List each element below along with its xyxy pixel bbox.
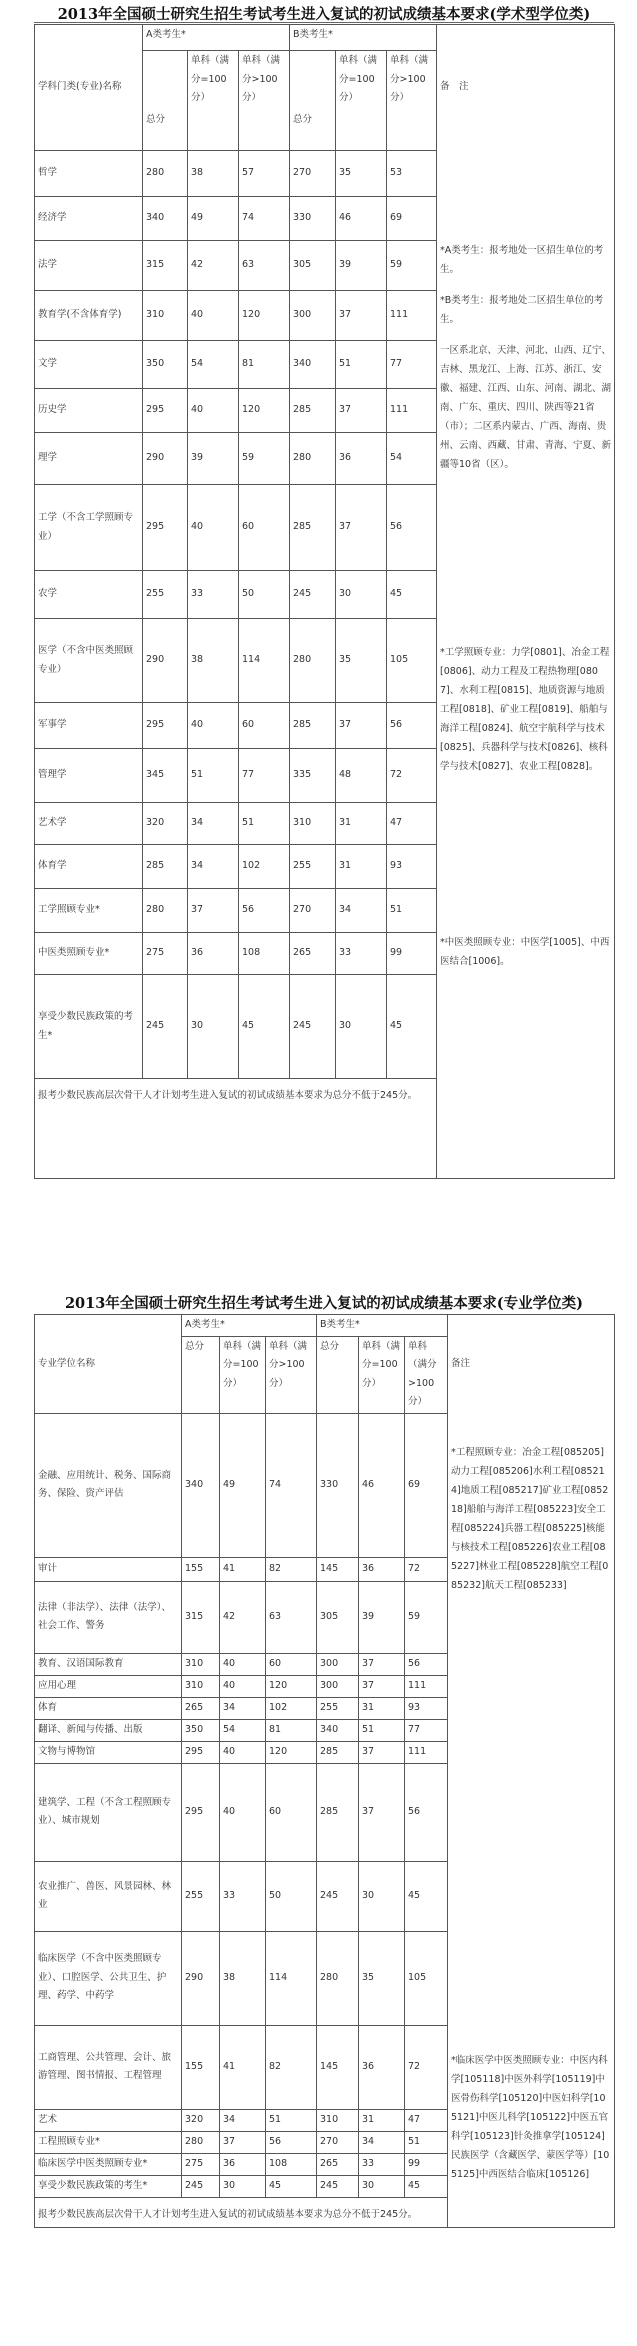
table2-row-a-val-0: 290: [182, 1931, 220, 2025]
table1-header-field: 学科门类(专业)名称: [35, 25, 143, 151]
table2-row-b-val-0: 340: [317, 1719, 359, 1741]
table2-row-b-val-0: 265: [317, 2153, 359, 2175]
table2-row-a-val-2: 60: [266, 1653, 317, 1675]
table1-row-a-val-0: 275: [143, 933, 188, 975]
table1-row-b-val-1: 34: [336, 889, 387, 933]
table1-row-b-val-2: 45: [387, 571, 437, 619]
table1-row-name: 体育学: [35, 845, 143, 889]
table1-row-a-val-2: 60: [239, 703, 290, 749]
table1-row-a-val-0: 280: [143, 889, 188, 933]
table2-row-a-val-2: 120: [266, 1675, 317, 1697]
table2-row-b-val-0: 245: [317, 1861, 359, 1931]
table2-row-b-val-1: 34: [359, 2131, 405, 2153]
table2-row-name: 文物与博物馆: [35, 1741, 182, 1763]
table1-row-a-val-0: 285: [143, 845, 188, 889]
table1-row: [35, 291, 615, 341]
table2-row: [35, 1413, 615, 1557]
table2-row-b-val-0: 145: [317, 1557, 359, 1581]
table2-footer-note: [448, 2197, 615, 2227]
table1-row-a-val-0: 290: [143, 433, 188, 485]
table1-row: [35, 151, 615, 197]
table1-row-name: 法学: [35, 241, 143, 291]
table1-row-b-val-2: 69: [387, 197, 437, 241]
table1-row-b-val-2: 51: [387, 889, 437, 933]
table2-row-a-val-2: 81: [266, 1719, 317, 1741]
table2-row-b-val-0: 285: [317, 1741, 359, 1763]
table2-header-b-total: 总分: [317, 1336, 359, 1413]
table1-row-b-val-2: 72: [387, 749, 437, 803]
table1-row-a-val-2: 60: [239, 485, 290, 571]
table2-row-b-val-1: 30: [359, 1861, 405, 1931]
table2-row-b-val-2: 93: [405, 1697, 448, 1719]
table2-row-a-val-0: 320: [182, 2109, 220, 2131]
table1-row-a-val-2: 51: [239, 803, 290, 845]
table2-row-b-val-2: 77: [405, 1719, 448, 1741]
table2-row-a-val-2: 45: [266, 2175, 317, 2197]
table1-row-b-val-2: 59: [387, 241, 437, 291]
table1-row-name: 农学: [35, 571, 143, 619]
table1-row-b-val-0: 335: [290, 749, 336, 803]
table2-row: [35, 1931, 615, 2025]
table2-row-b-val-2: 111: [405, 1675, 448, 1697]
table2-row-b-val-1: 46: [359, 1413, 405, 1557]
table2-row-a-val-2: 82: [266, 2025, 317, 2109]
table1-row-b-val-1: 31: [336, 803, 387, 845]
table2-row-a-val-2: 51: [266, 2109, 317, 2131]
table2-row-name: 建筑学、工程（不含工程照顾专业）、城市规划: [35, 1763, 182, 1861]
table1-row-b-val-1: 33: [336, 933, 387, 975]
table2-header-a-total: 总分: [182, 1336, 220, 1413]
table2-row-name: 临床医学中医类照顾专业*: [35, 2153, 182, 2175]
table-gap: [0, 1228, 637, 1288]
table1-header-remark: 备 注: [437, 25, 615, 151]
table2-row-a-val-1: 30: [220, 2175, 266, 2197]
table1-row-b-val-0: 330: [290, 197, 336, 241]
table1-row-a-val-2: 102: [239, 845, 290, 889]
table2-row-a-val-1: 41: [220, 1557, 266, 1581]
table2-row-b-val-0: 145: [317, 2025, 359, 2109]
table2-row-a-val-1: 33: [220, 1861, 266, 1931]
table1-note: *中医类照顾专业：中医学[1005]、中西医结合[1006]。: [437, 933, 615, 1079]
table1-note: 一区系北京、天津、河北、山西、辽宁、吉林、黑龙江、上海、江苏、浙江、安徽、福建、江西、山东、河南、湖北、湖南、广东、重庆、四川、陕西等21省（市）；二区系内蒙古、广西、海南、贵州、云南、西藏、甘肃、青海、宁夏、新疆等10省（区）。: [437, 341, 615, 619]
table2-row-a-val-1: 41: [220, 2025, 266, 2109]
table1-row-a-val-0: 315: [143, 241, 188, 291]
table1-row-b-val-2: 47: [387, 803, 437, 845]
table1-row-a-val-1: 54: [188, 341, 239, 389]
table1-row-b-val-2: 93: [387, 845, 437, 889]
table1-row-a-val-2: 45: [239, 975, 290, 1079]
table1-row-a-val-0: 295: [143, 703, 188, 749]
table2-row-b-val-0: 285: [317, 1763, 359, 1861]
table2-row-a-val-2: 102: [266, 1697, 317, 1719]
table1-row-a-val-2: 74: [239, 197, 290, 241]
table1-header-b-single100b: 单科（满分>100分）: [387, 51, 437, 151]
table2-row-a-val-0: 315: [182, 1581, 220, 1653]
table1-row-b-val-1: 35: [336, 151, 387, 197]
table1-footer-note: [437, 1079, 615, 1179]
table1-row-b-val-0: 245: [290, 571, 336, 619]
table1-header-group-a: A类考生*: [143, 25, 290, 51]
table1-row-a-val-2: 57: [239, 151, 290, 197]
table2-row-b-val-2: 51: [405, 2131, 448, 2153]
table2-row-a-val-2: 82: [266, 1557, 317, 1581]
table2-row-b-val-1: 31: [359, 1697, 405, 1719]
table2-row-a-val-1: 40: [220, 1675, 266, 1697]
table2-row-b-val-0: 255: [317, 1697, 359, 1719]
table2-header-group-a: A类考生*: [182, 1315, 317, 1337]
table2-row-b-val-2: 56: [405, 1763, 448, 1861]
table2-row-a-val-1: 36: [220, 2153, 266, 2175]
table1-row-b-val-1: 39: [336, 241, 387, 291]
table2-header-remark: 备注: [448, 1315, 615, 1414]
table2-row-name: 农业推广、兽医、风景园林、林业: [35, 1861, 182, 1931]
table1-row-b-val-2: 105: [387, 619, 437, 703]
table1-row-b-val-0: 340: [290, 341, 336, 389]
table1-row-b-val-2: 54: [387, 433, 437, 485]
table1-row-b-val-2: 77: [387, 341, 437, 389]
table2-row-b-val-1: 36: [359, 2025, 405, 2109]
table1-row-a-val-0: 295: [143, 389, 188, 433]
table2-row-b-val-1: 31: [359, 2109, 405, 2131]
table2-row-a-val-2: 56: [266, 2131, 317, 2153]
table2-row-b-val-0: 305: [317, 1581, 359, 1653]
table1-row-a-val-2: 81: [239, 341, 290, 389]
table1: [34, 24, 615, 1179]
table1-row-name: 管理学: [35, 749, 143, 803]
table2-row-name: 翻译、新闻与传播、出版: [35, 1719, 182, 1741]
table1-header-b-total: 总分: [290, 51, 336, 151]
table1-row-a-val-0: 350: [143, 341, 188, 389]
table1-row-a-val-1: 38: [188, 619, 239, 703]
table2-row-b-val-1: 39: [359, 1581, 405, 1653]
table1-row-a-val-1: 42: [188, 241, 239, 291]
table1-row-a-val-1: 36: [188, 933, 239, 975]
table2-row-a-val-2: 114: [266, 1931, 317, 2025]
table2-row-b-val-0: 310: [317, 2109, 359, 2131]
table1-header-row-1: [35, 25, 615, 51]
table1-row-b-val-1: 37: [336, 291, 387, 341]
table1-row-a-val-1: 40: [188, 291, 239, 341]
table2-row-b-val-1: 37: [359, 1675, 405, 1697]
table2-title: 2013年全国硕士研究生招生考试考生进入复试的初试成绩基本要求(专业学位类): [64, 1295, 584, 1312]
table1-row-b-val-1: 36: [336, 433, 387, 485]
table2-row-a-val-0: 155: [182, 1557, 220, 1581]
table2-row-b-val-0: 300: [317, 1675, 359, 1697]
table2-row-a-val-1: 40: [220, 1741, 266, 1763]
table2-row-a-val-1: 34: [220, 2109, 266, 2131]
table2-row-a-val-1: 40: [220, 1653, 266, 1675]
table2-footer: 报考少数民族高层次骨干人才计划考生进入复试的初试成绩基本要求为总分不低于245分。: [35, 2197, 448, 2227]
table1-row-b-val-2: 56: [387, 485, 437, 571]
table2-row-name: 享受少数民族政策的考生*: [35, 2175, 182, 2197]
table1-row-a-val-0: 340: [143, 197, 188, 241]
table1-row-b-val-0: 310: [290, 803, 336, 845]
table1-row-a-val-2: 59: [239, 433, 290, 485]
table1-row-a-val-0: 255: [143, 571, 188, 619]
table2-header-a-single100: 单科（满分=100分）: [220, 1336, 266, 1413]
table2-note: *工程照顾专业：冶金工程[085205]动力工程[085206]水利工程[085214]地质工程[085217]矿业工程[085218]船舶与海洋工程[085223]安全工程[085224]兵器工程[085225]核能与核技术工程[085226]农业工程[085227]林业工程[085228]航空工程[085232]航天工程[085233]: [448, 1413, 615, 1931]
table1-row-name: 享受少数民族政策的考生*: [35, 975, 143, 1079]
table2-header-b-single100b: 单科（满分>100分）: [405, 1336, 448, 1413]
table2-row-b-val-0: 300: [317, 1653, 359, 1675]
table1-row-a-val-1: 40: [188, 389, 239, 433]
table1-row-a-val-1: 34: [188, 803, 239, 845]
table1-row-b-val-0: 270: [290, 151, 336, 197]
table1-row-b-val-0: 305: [290, 241, 336, 291]
table1-row-a-val-1: 51: [188, 749, 239, 803]
table2-row-b-val-0: 270: [317, 2131, 359, 2153]
table2-note: *临床医学中医类照顾专业：中医内科学[105118]中医外科学[105119]中医骨伤科学[105120]中医妇科学[105121]中医儿科学[105122]中医五官科学[105123]针灸推拿学[105124]民族医学（含藏医学、蒙医学等）[105125]中西医结合临床[105126]: [448, 1931, 615, 2197]
table2-row-b-val-2: 72: [405, 2025, 448, 2109]
table1-row-name: 教育学(不含体育学): [35, 291, 143, 341]
table1-row-b-val-0: 265: [290, 933, 336, 975]
table2-row-b-val-2: 47: [405, 2109, 448, 2131]
table1-row-name: 文学: [35, 341, 143, 389]
table1-row-a-val-0: 310: [143, 291, 188, 341]
table2-row-name: 应用心理: [35, 1675, 182, 1697]
table2-row-name: 体育: [35, 1697, 182, 1719]
table2-row-b-val-0: 280: [317, 1931, 359, 2025]
table1-row-name: 经济学: [35, 197, 143, 241]
table1-note: *工学照顾专业：力学[0801]、冶金工程[0806]、动力工程及工程热物理[0807]、水利工程[0815]、地质资源与地质工程[0818]、矿业工程[0819]、船舶与海洋工程[0824]、航空宇航科学与技术[0825]、兵器科学与技术[0826]、核科学与技术[0827]、农业工程[0828]。: [437, 619, 615, 933]
table1-row-name: 理学: [35, 433, 143, 485]
table2-row-a-val-1: 38: [220, 1931, 266, 2025]
table2-row-name: 金融、应用统计、税务、国际商务、保险、资产评估: [35, 1413, 182, 1557]
table1-header-a-single100b: 单科（满分>100分）: [239, 51, 290, 151]
table2-row-b-val-0: 330: [317, 1413, 359, 1557]
table1-header-a-single100: 单科（满分=100分）: [188, 51, 239, 151]
table1-row-a-val-0: 320: [143, 803, 188, 845]
table1-row-name: 工学照顾专业*: [35, 889, 143, 933]
table2-row-b-val-1: 37: [359, 1653, 405, 1675]
table1-row-b-val-1: 37: [336, 485, 387, 571]
table2-row-b-val-2: 69: [405, 1413, 448, 1557]
table1-row-b-val-1: 51: [336, 341, 387, 389]
table1-row-b-val-0: 245: [290, 975, 336, 1079]
table1-note: [437, 151, 615, 241]
table1-row-b-val-2: 53: [387, 151, 437, 197]
table2-row-a-val-2: 50: [266, 1861, 317, 1931]
table2-row-a-val-1: 37: [220, 2131, 266, 2153]
table1-row-b-val-0: 285: [290, 703, 336, 749]
table2-row-name: 工程照顾专业*: [35, 2131, 182, 2153]
table1-row-a-val-1: 40: [188, 485, 239, 571]
table2-row-a-val-1: 54: [220, 1719, 266, 1741]
table2-row-a-val-0: 280: [182, 2131, 220, 2153]
table1-row-a-val-2: 120: [239, 389, 290, 433]
table2-row-b-val-2: 72: [405, 1557, 448, 1581]
table2-row-a-val-0: 340: [182, 1413, 220, 1557]
table2-row-b-val-2: 45: [405, 2175, 448, 2197]
table2-footer-row: [35, 2197, 615, 2227]
table1-row-b-val-2: 45: [387, 975, 437, 1079]
table2-header-group-b: B类考生*: [317, 1315, 448, 1337]
table2-row-a-val-0: 350: [182, 1719, 220, 1741]
table1-row-a-val-0: 345: [143, 749, 188, 803]
table1-row-b-val-0: 285: [290, 389, 336, 433]
table1-row-name: 历史学: [35, 389, 143, 433]
table2-header-a-single100b: 单科（满分>100分）: [266, 1336, 317, 1413]
table2-row-name: 法律（非法学）、法律（法学）、社会工作、警务: [35, 1581, 182, 1653]
table2-row-a-val-0: 255: [182, 1861, 220, 1931]
table1-header-b-single100: 单科（满分=100分）: [336, 51, 387, 151]
table1-row-a-val-1: 37: [188, 889, 239, 933]
table2-header-field: 专业学位名称: [35, 1315, 182, 1414]
table2-row-b-val-1: 36: [359, 1557, 405, 1581]
table1-row-b-val-0: 280: [290, 619, 336, 703]
table1-row-a-val-2: 63: [239, 241, 290, 291]
table1-title-rule: [34, 22, 614, 23]
table1-row-a-val-0: 280: [143, 151, 188, 197]
table1-header-group-b: B类考生*: [290, 25, 437, 51]
table2-row-name: 审计: [35, 1557, 182, 1581]
table2-row-name: 教育、汉语国际教育: [35, 1653, 182, 1675]
table1-row-a-val-1: 33: [188, 571, 239, 619]
table1-row-name: 工学（不含工学照顾专业）: [35, 485, 143, 571]
table1-row-b-val-0: 270: [290, 889, 336, 933]
table1-row: [35, 341, 615, 389]
table1-row-a-val-2: 120: [239, 291, 290, 341]
table2-row-b-val-2: 105: [405, 1931, 448, 2025]
table1-row-b-val-1: 37: [336, 703, 387, 749]
table2-row-a-val-0: 265: [182, 1697, 220, 1719]
table2-row-b-val-2: 56: [405, 1653, 448, 1675]
table2-row-name: 临床医学（不含中医类照顾专业）、口腔医学、公共卫生、护理、药学、中药学: [35, 1931, 182, 2025]
table2-row-a-val-2: 63: [266, 1581, 317, 1653]
table1-row-name: 医学（不含中医类照顾专业）: [35, 619, 143, 703]
table2-row-a-val-2: 120: [266, 1741, 317, 1763]
table2-row-b-val-1: 30: [359, 2175, 405, 2197]
table1-row-b-val-1: 31: [336, 845, 387, 889]
table2-row-a-val-2: 60: [266, 1763, 317, 1861]
table1-row-a-val-0: 295: [143, 485, 188, 571]
table1-row-b-val-0: 285: [290, 485, 336, 571]
table1-row-name: 艺术学: [35, 803, 143, 845]
table2-row-a-val-2: 74: [266, 1413, 317, 1557]
table2: [34, 1314, 615, 2228]
table1-row-name: 中医类照顾专业*: [35, 933, 143, 975]
table2-row-b-val-1: 33: [359, 2153, 405, 2175]
table2-row-b-val-2: 111: [405, 1741, 448, 1763]
table2-header-b-single100: 单科（满分=100分）: [359, 1336, 405, 1413]
table2-row-a-val-0: 295: [182, 1763, 220, 1861]
table1-header-a-total: 总分: [143, 51, 188, 151]
table2-row-a-val-0: 295: [182, 1741, 220, 1763]
table1-row: [35, 933, 615, 975]
table1-row-b-val-2: 99: [387, 933, 437, 975]
table2-row-a-val-0: 155: [182, 2025, 220, 2109]
table1-row-a-val-2: 56: [239, 889, 290, 933]
table1-row-a-val-1: 40: [188, 703, 239, 749]
table1-footer-row: [35, 1079, 615, 1179]
table1-row-a-val-2: 50: [239, 571, 290, 619]
table1-row-a-val-2: 108: [239, 933, 290, 975]
table1-row-b-val-2: 56: [387, 703, 437, 749]
table1-title: 2013年全国硕士研究生招生考试考生进入复试的初试成绩基本要求(学术型学位类): [57, 6, 591, 23]
table2-row-a-val-1: 40: [220, 1763, 266, 1861]
table1-row-name: 哲学: [35, 151, 143, 197]
table1-row-b-val-1: 46: [336, 197, 387, 241]
table1-row-b-val-1: 35: [336, 619, 387, 703]
table1-row-a-val-1: 30: [188, 975, 239, 1079]
table1-row-b-val-1: 30: [336, 975, 387, 1079]
table2-row-b-val-2: 45: [405, 1861, 448, 1931]
table2-row-b-val-1: 35: [359, 1931, 405, 2025]
table1-row-name: 军事学: [35, 703, 143, 749]
table2-row-a-val-0: 275: [182, 2153, 220, 2175]
table1-row-b-val-2: 111: [387, 389, 437, 433]
table1-row-a-val-1: 38: [188, 151, 239, 197]
table1-row-a-val-0: 290: [143, 619, 188, 703]
table2-row-a-val-2: 108: [266, 2153, 317, 2175]
table2-row-b-val-0: 245: [317, 2175, 359, 2197]
table2-header-row-1: [35, 1315, 615, 1337]
table1-row-b-val-0: 300: [290, 291, 336, 341]
table1-row-b-val-2: 111: [387, 291, 437, 341]
table1-row-b-val-0: 280: [290, 433, 336, 485]
table2-row-b-val-2: 99: [405, 2153, 448, 2175]
table1-row-a-val-1: 39: [188, 433, 239, 485]
table1-row: [35, 619, 615, 703]
table2-row-name: 工商管理、公共管理、会计、旅游管理、图书情报、工程管理: [35, 2025, 182, 2109]
table1-note: *B类考生：报考地处二区招生单位的考生。: [437, 291, 615, 341]
table1-row-a-val-1: 49: [188, 197, 239, 241]
table2-row-a-val-0: 245: [182, 2175, 220, 2197]
table2-row-b-val-2: 59: [405, 1581, 448, 1653]
table1-row-a-val-2: 77: [239, 749, 290, 803]
table1-row-b-val-1: 30: [336, 571, 387, 619]
table1-row-b-val-1: 48: [336, 749, 387, 803]
table2-row-b-val-1: 37: [359, 1741, 405, 1763]
table2-row-b-val-1: 51: [359, 1719, 405, 1741]
table2-row-name: 艺术: [35, 2109, 182, 2131]
table2-row-a-val-0: 310: [182, 1653, 220, 1675]
table1-row: [35, 241, 615, 291]
table2-row-a-val-1: 49: [220, 1413, 266, 1557]
table2-row-a-val-1: 42: [220, 1581, 266, 1653]
table1-row-a-val-2: 114: [239, 619, 290, 703]
table1-footer: 报考少数民族高层次骨干人才计划考生进入复试的初试成绩基本要求为总分不低于245分。: [35, 1079, 437, 1179]
table1-row-a-val-1: 34: [188, 845, 239, 889]
table1-row-b-val-0: 255: [290, 845, 336, 889]
table1-row-b-val-1: 37: [336, 389, 387, 433]
table2-row-a-val-1: 34: [220, 1697, 266, 1719]
table1-note: *A类考生：报考地处一区招生单位的考生。: [437, 241, 615, 291]
table2-row-b-val-1: 37: [359, 1763, 405, 1861]
table2-row-a-val-0: 310: [182, 1675, 220, 1697]
table1-row-a-val-0: 245: [143, 975, 188, 1079]
